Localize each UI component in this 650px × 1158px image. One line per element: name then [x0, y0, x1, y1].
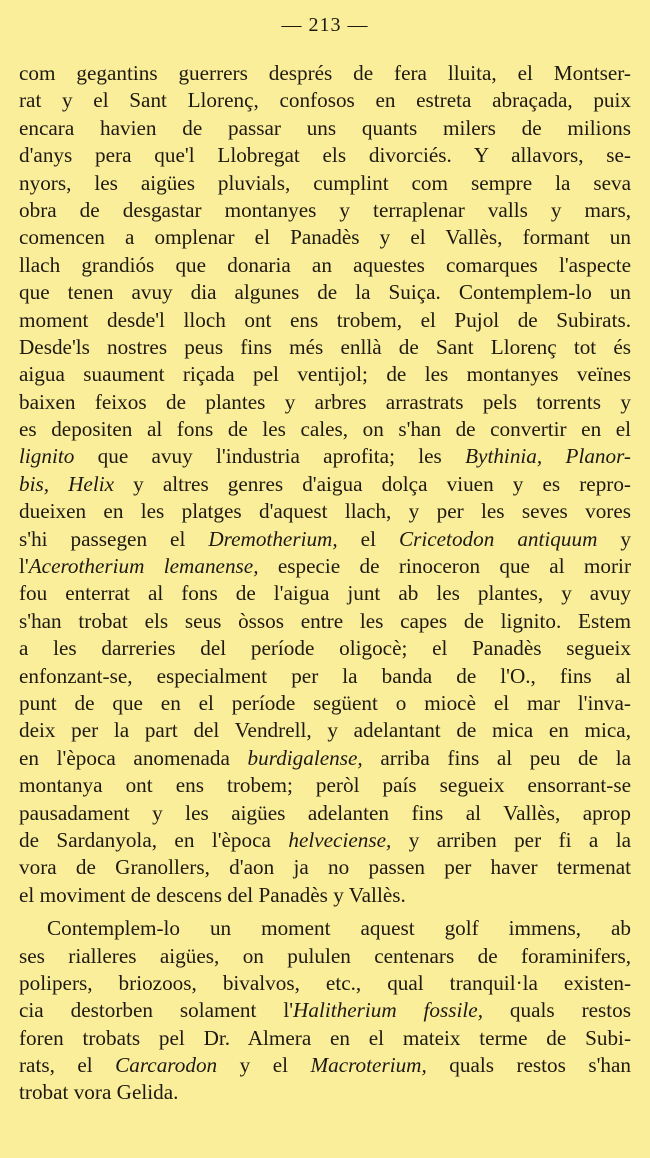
text-run: d'anys pera que'l Llobregat els divorciés. Y allavors, se- [19, 143, 631, 168]
paragraph [19, 60, 631, 909]
text-run: a les darreries del període oligocè; el Panadès segueix [19, 636, 631, 661]
text-run: enfonzant-se, especialment per la banda de l'O., fins al [19, 663, 631, 688]
text-line [19, 307, 631, 334]
text-run: montanya ont ens trobem; peròl país segueix ensorrant-se [19, 773, 631, 798]
italic-term: lignito [19, 444, 75, 469]
text-line [19, 416, 631, 443]
text-run: Desde'ls nostres peus fins més enllà de Sant Llorenç tot és [19, 334, 631, 359]
text-run: y altres genres d'aigua dolça viuen y es repro- [114, 471, 631, 496]
text-line [19, 60, 631, 87]
text-line [19, 580, 631, 607]
italic-term: Acerotherium lemanense, [28, 554, 259, 579]
text-line [19, 635, 631, 662]
text-run: en l'època anomenada [19, 745, 248, 770]
text-run: aigua suaument riçada pel ventijol; de les montanyes veïnes [19, 362, 631, 387]
text-run: cia destorben solament l' [19, 998, 294, 1023]
text-run: s'han trobat els seus òssos entre les capes de lignito. Estem [19, 608, 631, 633]
text-line [19, 827, 631, 854]
text-run: deix per la part del Vendrell, y adelantant de mica en mica, [19, 718, 631, 743]
text-run: fou enterrat al fons de l'aigua junt ab les plantes, y avuy [19, 581, 631, 606]
text-run: el [337, 526, 399, 551]
text-line [19, 252, 631, 279]
text-run: y arriben per fi a la [391, 827, 631, 852]
text-run: obra de desgastar montanyes y terraplenar valls y mars, [19, 197, 631, 222]
text-run: polipers, briozoos, bivalvos, etc., qual tranquil·la existen- [19, 970, 631, 995]
text-line [19, 361, 631, 388]
text-run: y [597, 526, 631, 551]
italic-term: Carcarodon [115, 1053, 218, 1078]
text-run: especie de rinoceron que al morir [258, 554, 631, 579]
text-run: punt de que en el període següent o miocè el mar l'inva- [19, 690, 631, 715]
paragraph [19, 915, 631, 1107]
text-run: encara havien de passar uns quants milers de milions [19, 115, 631, 140]
text-run: el moviment de descens del Panadès y Vallès. [19, 882, 406, 907]
text-run: Contemplem-lo un moment aquest golf immens, ab [47, 916, 631, 941]
text-line [19, 471, 631, 498]
text-run: pausadament y les aigües adelanten fins al Vallès, aprop [19, 800, 631, 825]
text-line [19, 608, 631, 635]
page-number: — 213 — [281, 14, 369, 36]
text-line [19, 170, 631, 197]
text-line [19, 854, 631, 881]
text-line [19, 389, 631, 416]
text-line [19, 87, 631, 114]
text-run: arriba fins al peu de la [362, 745, 631, 770]
text-run: nyors, les aigües pluvials, cumplint com sempre la seva [19, 170, 631, 195]
italic-term: Halitherium fossile, [293, 998, 483, 1023]
text-line [19, 1052, 631, 1079]
text-line [19, 1025, 631, 1052]
text-run: que avuy l'industria aprofita; les [74, 444, 466, 469]
text-run: vora de Granollers, d'aon ja no passen per haver termenat [19, 855, 631, 880]
text-run: l' [19, 554, 29, 579]
text-run: s'hi passegen el [19, 526, 209, 551]
text-run: com gegantins guerrers després de fera lluita, el Montser- [19, 61, 631, 85]
text-run: baixen feixos de plantes y arbres arrastrats pels torrents y [19, 389, 631, 414]
text-run: comencen a omplenar el Panadès y el Vallès, formant un [19, 225, 631, 250]
text-run: rats, el [19, 1053, 116, 1078]
text-line [19, 115, 631, 142]
text-run: dueixen en les platges d'aquest llach, y per les seves vores [19, 499, 631, 524]
text-line [19, 717, 631, 744]
text-run: foren trobats pel Dr. Almera en el mateix terme de Subi- [19, 1025, 631, 1050]
italic-term: Macroterium, [310, 1053, 427, 1078]
text-line [19, 443, 631, 470]
italic-term: helveciense, [288, 827, 392, 852]
text-line [19, 745, 631, 772]
text-run: es depositen al fons de les cales, on s'han de convertir en el [19, 417, 631, 442]
text-run: llach grandiós que donaria an aquestes comarques l'aspecte [19, 252, 631, 277]
text-line [19, 197, 631, 224]
text-line [19, 334, 631, 361]
italic-term: burdigalense, [247, 745, 363, 770]
text-line [19, 142, 631, 169]
text-line [19, 553, 631, 580]
text-run: rat y el Sant Llorenç, confosos en estreta abraçada, puix [19, 88, 631, 113]
text-line [19, 997, 631, 1024]
body-text [19, 60, 631, 1107]
text-line [19, 882, 631, 909]
text-line [19, 690, 631, 717]
italic-term: Bythinia, Planor- [465, 444, 631, 469]
text-run: moment desde'l lloch ont ens trobem, el Pujol de Subirats. [19, 307, 631, 332]
text-run: ses rialleres aigües, on pululen centenars de foraminifers, [19, 943, 631, 968]
text-line [19, 800, 631, 827]
text-line [19, 1079, 631, 1106]
text-run: de Sardanyola, en l'època [19, 827, 289, 852]
text-line [19, 970, 631, 997]
text-run: y el [217, 1053, 311, 1078]
text-run: trobat vora Gelida. [19, 1080, 179, 1105]
text-run: quals restos [483, 998, 632, 1023]
text-line [19, 915, 631, 942]
text-line [19, 224, 631, 251]
text-line [19, 663, 631, 690]
text-line [19, 943, 631, 970]
text-line [19, 498, 631, 525]
text-line [19, 772, 631, 799]
text-run: que tenen avuy dia algunes de la Suiça. Contemplem-lo un [19, 280, 631, 305]
text-line [19, 279, 631, 306]
text-run: quals restos s'han [426, 1053, 631, 1078]
italic-term: Cricetodon antiquum [398, 526, 598, 551]
text-line [19, 526, 631, 553]
italic-term: Dremotherium, [208, 526, 338, 551]
italic-term: bis, Helix [19, 471, 115, 496]
